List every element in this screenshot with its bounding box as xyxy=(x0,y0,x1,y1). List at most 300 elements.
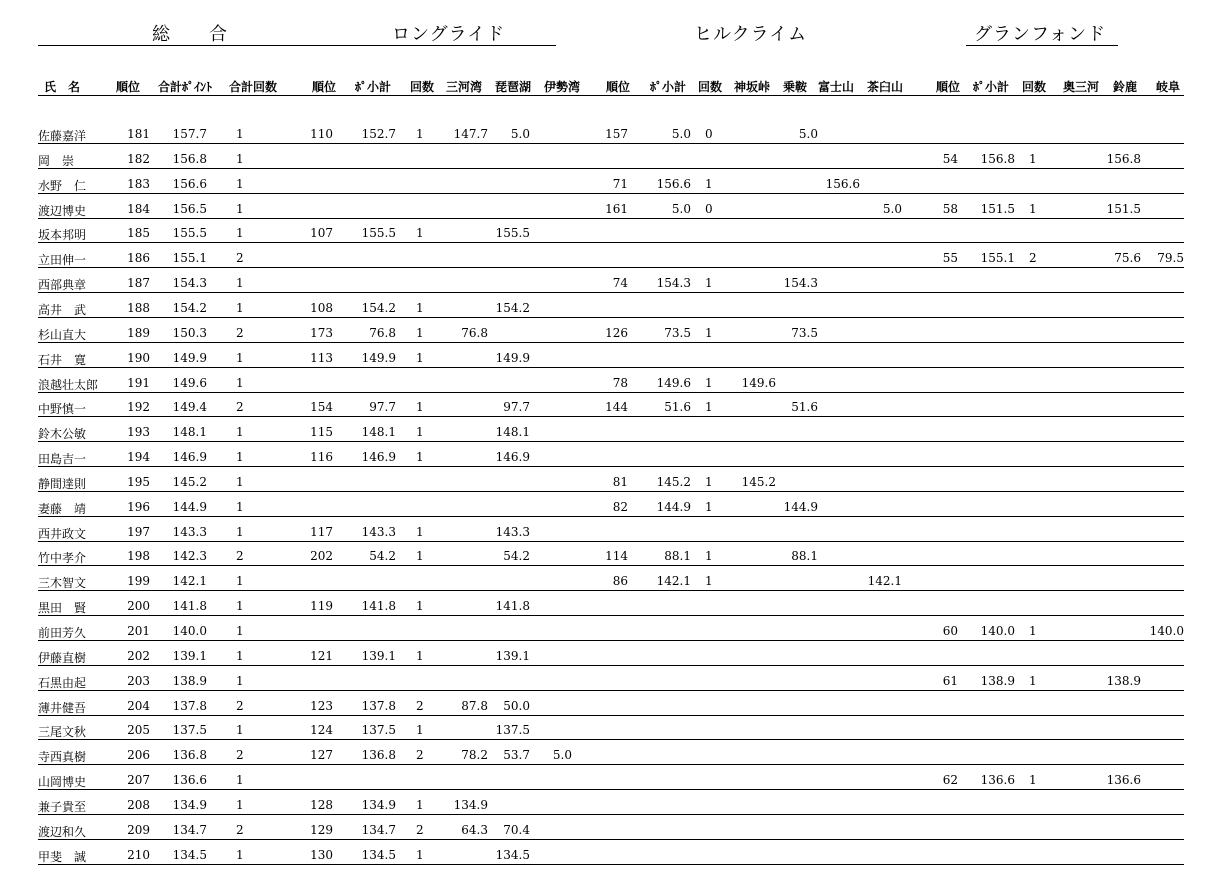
cell-lr-sub: 148.1 xyxy=(361,425,396,440)
cell-lr-cnt: 2 xyxy=(416,698,424,713)
table-row xyxy=(0,324,1218,349)
section-title-gran-fondo: グランフォンド xyxy=(974,24,1107,45)
header-lr-biwa: 琵琶湖 xyxy=(495,80,532,94)
cell-cnt: 1 xyxy=(236,673,244,688)
cell-hc-cnt: 1 xyxy=(705,474,713,489)
table-row xyxy=(0,647,1218,672)
cell-rank: 204 xyxy=(127,698,150,713)
row-rule xyxy=(38,541,1184,542)
cell-lr-rank: 117 xyxy=(310,524,333,539)
cell-lr-rank: 173 xyxy=(310,325,333,340)
cell-cnt: 1 xyxy=(236,524,244,539)
cell-lr-sub: 141.8 xyxy=(361,599,396,614)
cell-lr-cnt: 1 xyxy=(416,797,424,812)
cell-cnt: 1 xyxy=(236,648,244,663)
cell-gf-suzuka: 75.6 xyxy=(1114,251,1141,266)
cell-name: 西井政文 xyxy=(38,526,87,541)
cell-lr-biwa: 53.7 xyxy=(503,748,530,763)
cell-cnt: 2 xyxy=(236,325,244,340)
cell-rank: 193 xyxy=(127,425,150,440)
table-row xyxy=(0,622,1218,647)
row-rule xyxy=(38,839,1184,840)
cell-pts: 154.3 xyxy=(172,276,207,291)
cell-hc-sub: 73.5 xyxy=(664,325,691,340)
cell-name: 山岡博史 xyxy=(38,775,87,790)
cell-rank: 192 xyxy=(127,400,150,415)
cell-rank: 202 xyxy=(127,648,150,663)
cell-hc-kamisaka: 145.2 xyxy=(741,474,776,489)
cell-lr-biwa: 148.1 xyxy=(495,425,530,440)
header-lr-mikawa-bay: 三河湾 xyxy=(446,80,483,94)
cell-lr-rank: 154 xyxy=(310,400,333,415)
header-gf-okumikawa: 奥三河 xyxy=(1063,80,1100,94)
cell-cnt: 1 xyxy=(236,499,244,514)
row-rule xyxy=(38,466,1184,467)
cell-pts: 137.5 xyxy=(172,723,207,738)
cell-name: 前田芳久 xyxy=(38,626,87,640)
cell-hc-chausu: 142.1 xyxy=(867,574,902,589)
cell-lr-biwa: 137.5 xyxy=(495,723,530,738)
cell-rank: 201 xyxy=(127,624,150,638)
cell-cnt: 1 xyxy=(236,425,244,440)
cell-gf-rank: 62 xyxy=(942,773,958,788)
cell-rank: 184 xyxy=(127,201,150,216)
cell-lr-sub: 134.9 xyxy=(361,797,396,812)
cell-gf-suzuka: 138.9 xyxy=(1106,673,1141,688)
table-row xyxy=(0,249,1218,274)
cell-cnt: 1 xyxy=(236,226,244,241)
cell-lr-rank: 123 xyxy=(310,698,333,713)
table-row xyxy=(0,125,1218,150)
table-row xyxy=(0,274,1218,299)
cell-gf-sub: 156.8 xyxy=(980,151,1015,166)
cell-hc-cnt: 1 xyxy=(705,375,713,390)
row-rule xyxy=(38,864,1184,865)
row-rule xyxy=(38,615,1184,616)
header-total-points: 合計ﾎﾟｲﾝﾄ xyxy=(158,80,213,94)
cell-pts: 140.0 xyxy=(172,624,207,638)
cell-name: 高井 武 xyxy=(38,302,87,317)
cell-lr-biwa: 139.1 xyxy=(495,648,530,663)
section-title-long-ride: ロングライド xyxy=(392,24,506,45)
cell-hc-rank: 161 xyxy=(605,201,628,216)
cell-rank: 189 xyxy=(127,325,150,340)
cell-lr-biwa: 149.9 xyxy=(495,350,530,365)
cell-rank: 209 xyxy=(127,822,150,837)
table-row xyxy=(0,796,1218,821)
cell-lr-cnt: 1 xyxy=(416,350,424,365)
cell-lr-cnt: 1 xyxy=(416,549,424,564)
cell-cnt: 1 xyxy=(236,574,244,589)
cell-name: 鈴木公敏 xyxy=(38,427,87,442)
cell-lr-ise: 5.0 xyxy=(552,748,572,763)
cell-cnt: 1 xyxy=(236,276,244,291)
table-row xyxy=(0,746,1218,771)
cell-lr-cnt: 1 xyxy=(416,450,424,465)
cell-gf-rank: 60 xyxy=(942,624,958,638)
cell-hc-kamisaka: 149.6 xyxy=(741,375,776,390)
cell-name: 水野 仁 xyxy=(38,178,87,193)
header-lr-ise: 伊勢湾 xyxy=(544,80,581,94)
row-rule xyxy=(38,789,1184,790)
cell-cnt: 2 xyxy=(236,549,244,564)
row-rule xyxy=(38,242,1184,243)
cell-name: 佐藤嘉洋 xyxy=(38,129,87,143)
header-total-rank: 順位 xyxy=(116,80,141,94)
table-row xyxy=(0,224,1218,249)
cell-hc-norikura: 51.6 xyxy=(791,400,818,415)
cell-lr-mikawa: 78.2 xyxy=(461,748,488,763)
section-title-hill-climb: ヒルクライム xyxy=(694,24,808,45)
cell-rank: 183 xyxy=(127,176,150,191)
cell-hc-sub: 5.0 xyxy=(671,201,691,216)
cell-pts: 142.1 xyxy=(172,574,207,589)
cell-cnt: 1 xyxy=(236,151,244,166)
cell-pts: 155.1 xyxy=(172,251,207,266)
cell-rank: 205 xyxy=(127,723,150,738)
cell-gf-suzuka: 136.6 xyxy=(1106,773,1141,788)
row-rule xyxy=(38,193,1184,194)
cell-rank: 200 xyxy=(127,599,150,614)
cell-cnt: 1 xyxy=(236,474,244,489)
cell-lr-mikawa: 147.7 xyxy=(453,127,488,141)
cell-lr-sub: 143.3 xyxy=(361,524,396,539)
header-hc-subtotal: ﾎﾟ小計 xyxy=(650,80,687,94)
cell-pts: 137.8 xyxy=(172,698,207,713)
cell-hc-sub: 154.3 xyxy=(656,276,691,291)
cell-pts: 149.6 xyxy=(172,375,207,390)
table-row xyxy=(0,200,1218,225)
header-hc-fuji: 富士山 xyxy=(818,80,855,94)
cell-hc-sub: 88.1 xyxy=(664,549,691,564)
row-rule xyxy=(38,168,1184,169)
cell-lr-sub: 137.5 xyxy=(361,723,396,738)
header-hc-count: 回数 xyxy=(698,80,723,94)
cell-gf-cnt: 1 xyxy=(1029,151,1037,166)
cell-gf-sub: 151.5 xyxy=(980,201,1015,216)
cell-gf-rank: 54 xyxy=(942,151,958,166)
cell-gf-sub: 138.9 xyxy=(980,673,1015,688)
cell-pts: 146.9 xyxy=(172,450,207,465)
cell-pts: 136.6 xyxy=(172,773,207,788)
header-rule xyxy=(38,95,1184,96)
cell-lr-sub: 155.5 xyxy=(361,226,396,241)
cell-pts: 156.6 xyxy=(172,176,207,191)
header-gf-gifu: 岐阜 xyxy=(1156,80,1181,94)
cell-rank: 181 xyxy=(127,127,150,141)
row-rule xyxy=(38,565,1184,566)
row-rule xyxy=(38,764,1184,765)
cell-lr-rank: 107 xyxy=(310,226,333,241)
cell-cnt: 1 xyxy=(236,797,244,812)
cell-lr-sub: 149.9 xyxy=(361,350,396,365)
row-rule xyxy=(38,516,1184,517)
cell-pts: 144.9 xyxy=(172,499,207,514)
cell-hc-rank: 81 xyxy=(612,474,628,489)
cell-name: 杉山直大 xyxy=(38,327,87,342)
cell-lr-biwa: 134.5 xyxy=(495,847,530,862)
cell-name: 西部典章 xyxy=(38,278,87,293)
cell-lr-biwa: 54.2 xyxy=(503,549,530,564)
cell-rank: 196 xyxy=(127,499,150,514)
cell-hc-chausu: 5.0 xyxy=(882,201,902,216)
cell-rank: 208 xyxy=(127,797,150,812)
cell-cnt: 2 xyxy=(236,698,244,713)
cell-gf-suzuka: 156.8 xyxy=(1106,151,1141,166)
cell-gf-cnt: 1 xyxy=(1029,773,1037,788)
cell-cnt: 2 xyxy=(236,400,244,415)
cell-pts: 143.3 xyxy=(172,524,207,539)
row-rule xyxy=(38,267,1184,268)
cell-hc-sub: 5.0 xyxy=(671,127,691,141)
cell-pts: 145.2 xyxy=(172,474,207,489)
cell-lr-rank: 121 xyxy=(310,648,333,663)
table-row xyxy=(0,349,1218,374)
cell-name: 渡辺和久 xyxy=(38,824,87,839)
cell-hc-norikura: 5.0 xyxy=(798,127,818,141)
cell-gf-cnt: 1 xyxy=(1029,673,1037,688)
cell-rank: 210 xyxy=(127,847,150,862)
cell-lr-sub: 54.2 xyxy=(369,549,396,564)
row-rule xyxy=(38,441,1184,442)
row-rule xyxy=(38,690,1184,691)
cell-hc-cnt: 1 xyxy=(705,276,713,291)
cell-hc-sub: 156.6 xyxy=(656,176,691,191)
header-gf-rank: 順位 xyxy=(936,80,961,94)
cell-lr-cnt: 1 xyxy=(416,400,424,415)
table-row xyxy=(0,374,1218,399)
cell-lr-mikawa: 87.8 xyxy=(461,698,488,713)
cell-cnt: 1 xyxy=(236,176,244,191)
cell-hc-rank: 157 xyxy=(605,127,628,141)
cell-lr-cnt: 1 xyxy=(416,425,424,440)
cell-hc-cnt: 0 xyxy=(705,201,713,216)
table-row xyxy=(0,771,1218,796)
cell-hc-cnt: 1 xyxy=(705,549,713,564)
cell-hc-norikura: 154.3 xyxy=(783,276,818,291)
cell-gf-cnt: 2 xyxy=(1029,251,1037,266)
cell-lr-cnt: 2 xyxy=(416,822,424,837)
table-row xyxy=(0,547,1218,572)
cell-hc-cnt: 1 xyxy=(705,325,713,340)
header-hc-norikura: 乗鞍 xyxy=(783,80,808,94)
cell-lr-cnt: 1 xyxy=(416,226,424,241)
cell-lr-rank: 115 xyxy=(310,425,333,440)
cell-lr-sub: 146.9 xyxy=(361,450,396,465)
cell-rank: 186 xyxy=(127,251,150,266)
row-rule xyxy=(38,491,1184,492)
cell-rank: 199 xyxy=(127,574,150,589)
cell-rank: 195 xyxy=(127,474,150,489)
cell-cnt: 1 xyxy=(236,350,244,365)
cell-pts: 156.5 xyxy=(172,201,207,216)
row-rule xyxy=(38,416,1184,417)
cell-name: 妻藤 靖 xyxy=(38,501,87,516)
row-rule xyxy=(38,392,1184,393)
cell-rank: 206 xyxy=(127,748,150,763)
cell-lr-rank: 108 xyxy=(310,300,333,315)
cell-cnt: 1 xyxy=(236,127,244,141)
cell-lr-biwa: 5.0 xyxy=(510,127,530,141)
cell-rank: 191 xyxy=(127,375,150,390)
cell-cnt: 1 xyxy=(236,624,244,638)
cell-lr-sub: 139.1 xyxy=(361,648,396,663)
cell-pts: 150.3 xyxy=(172,325,207,340)
cell-hc-sub: 51.6 xyxy=(664,400,691,415)
cell-hc-rank: 144 xyxy=(605,400,628,415)
cell-pts: 149.9 xyxy=(172,350,207,365)
cell-name: 三木智文 xyxy=(38,576,87,591)
row-rule xyxy=(38,143,1184,144)
cell-name: 黒田 賢 xyxy=(38,601,87,616)
cell-cnt: 1 xyxy=(236,300,244,315)
table-row xyxy=(0,572,1218,597)
cell-hc-sub: 149.6 xyxy=(656,375,691,390)
cell-gf-rank: 55 xyxy=(942,251,958,266)
cell-pts: 154.2 xyxy=(172,300,207,315)
cell-lr-biwa: 143.3 xyxy=(495,524,530,539)
cell-lr-biwa: 141.8 xyxy=(495,599,530,614)
section-title-overall: 総 合 xyxy=(152,24,228,45)
cell-lr-rank: 129 xyxy=(310,822,333,837)
cell-hc-cnt: 1 xyxy=(705,574,713,589)
cell-pts: 139.1 xyxy=(172,648,207,663)
cell-lr-cnt: 1 xyxy=(416,524,424,539)
cell-lr-cnt: 2 xyxy=(416,748,424,763)
table-row xyxy=(0,846,1218,871)
row-rule xyxy=(38,665,1184,666)
row-rule xyxy=(38,218,1184,219)
row-rule xyxy=(38,715,1184,716)
cell-hc-fuji: 156.6 xyxy=(825,176,860,191)
cell-gf-cnt: 1 xyxy=(1029,624,1037,638)
table-row xyxy=(0,398,1218,423)
cell-name: 浪越壮太郎 xyxy=(38,377,99,392)
cell-name: 岡 崇 xyxy=(38,153,75,168)
cell-hc-rank: 82 xyxy=(612,499,628,514)
table-row xyxy=(0,299,1218,324)
cell-hc-norikura: 144.9 xyxy=(783,499,818,514)
header-lr-subtotal: ﾎﾟ小計 xyxy=(355,80,392,94)
cell-gf-sub: 136.6 xyxy=(980,773,1015,788)
cell-name: 甲斐 誠 xyxy=(38,849,87,864)
cell-lr-sub: 137.8 xyxy=(361,698,396,713)
cell-name: 石井 寛 xyxy=(38,352,87,367)
cell-rank: 190 xyxy=(127,350,150,365)
cell-name: 伊藤直樹 xyxy=(38,650,87,665)
cell-lr-cnt: 1 xyxy=(416,300,424,315)
cell-cnt: 2 xyxy=(236,748,244,763)
cell-lr-sub: 136.8 xyxy=(361,748,396,763)
cell-lr-cnt: 1 xyxy=(416,723,424,738)
cell-pts: 156.8 xyxy=(172,151,207,166)
cell-gf-gifu: 140.0 xyxy=(1149,624,1184,638)
cell-hc-rank: 86 xyxy=(612,574,628,589)
cell-pts: 141.8 xyxy=(172,599,207,614)
cell-cnt: 1 xyxy=(236,375,244,390)
cell-pts: 138.9 xyxy=(172,673,207,688)
cell-lr-biwa: 97.7 xyxy=(503,400,530,415)
header-lr-count: 回数 xyxy=(410,80,435,94)
cell-pts: 157.7 xyxy=(172,127,207,141)
cell-cnt: 2 xyxy=(236,822,244,837)
header-gf-subtotal: ﾎﾟ小計 xyxy=(973,80,1010,94)
cell-pts: 134.9 xyxy=(172,797,207,812)
cell-hc-cnt: 1 xyxy=(705,176,713,191)
cell-hc-norikura: 73.5 xyxy=(791,325,818,340)
table-row xyxy=(0,697,1218,722)
cell-hc-cnt: 1 xyxy=(705,400,713,415)
title-underline-left xyxy=(38,45,556,46)
cell-lr-cnt: 1 xyxy=(416,599,424,614)
header-lr-rank: 順位 xyxy=(312,80,337,94)
cell-name: 寺西真樹 xyxy=(38,750,87,765)
row-rule xyxy=(38,367,1184,368)
table-row xyxy=(0,498,1218,523)
header-hc-chausu: 茶臼山 xyxy=(867,80,904,94)
cell-rank: 182 xyxy=(127,151,150,166)
cell-gf-suzuka: 151.5 xyxy=(1106,201,1141,216)
cell-hc-rank: 126 xyxy=(605,325,628,340)
row-rule xyxy=(38,590,1184,591)
cell-hc-rank: 71 xyxy=(612,176,628,191)
cell-cnt: 2 xyxy=(236,251,244,266)
header-gf-suzuka: 鈴鹿 xyxy=(1113,80,1138,94)
row-rule xyxy=(38,292,1184,293)
cell-lr-cnt: 1 xyxy=(416,325,424,340)
cell-lr-cnt: 1 xyxy=(416,648,424,663)
cell-name: 田島吉一 xyxy=(38,452,87,467)
cell-lr-biwa: 155.5 xyxy=(495,226,530,241)
cell-gf-cnt: 1 xyxy=(1029,201,1037,216)
cell-name: 静間達則 xyxy=(38,476,87,491)
cell-lr-sub: 134.5 xyxy=(361,847,396,862)
cell-rank: 203 xyxy=(127,673,150,688)
cell-lr-rank: 202 xyxy=(310,549,333,564)
cell-gf-sub: 155.1 xyxy=(980,251,1015,266)
header-name: 氏 名 xyxy=(44,80,81,94)
header-total-count: 合計回数 xyxy=(229,80,278,94)
cell-name: 竹中孝介 xyxy=(38,551,87,566)
cell-lr-rank: 127 xyxy=(310,748,333,763)
cell-lr-rank: 119 xyxy=(310,599,333,614)
cell-name: 石黒由起 xyxy=(38,675,87,690)
cell-hc-sub: 142.1 xyxy=(656,574,691,589)
cell-rank: 197 xyxy=(127,524,150,539)
cell-hc-sub: 145.2 xyxy=(656,474,691,489)
cell-pts: 155.5 xyxy=(172,226,207,241)
table-row xyxy=(0,597,1218,622)
row-rule xyxy=(38,814,1184,815)
cell-lr-rank: 113 xyxy=(310,350,333,365)
cell-cnt: 1 xyxy=(236,450,244,465)
cell-hc-cnt: 0 xyxy=(705,127,713,141)
cell-lr-sub: 76.8 xyxy=(369,325,396,340)
table-row xyxy=(0,523,1218,548)
cell-gf-gifu: 79.5 xyxy=(1157,251,1184,266)
row-rule xyxy=(38,739,1184,740)
cell-lr-cnt: 1 xyxy=(416,127,424,141)
cell-pts: 149.4 xyxy=(172,400,207,415)
cell-gf-sub: 140.0 xyxy=(980,624,1015,638)
cell-hc-norikura: 88.1 xyxy=(791,549,818,564)
cell-hc-sub: 144.9 xyxy=(656,499,691,514)
cell-pts: 148.1 xyxy=(172,425,207,440)
cell-lr-rank: 128 xyxy=(310,797,333,812)
cell-rank: 188 xyxy=(127,300,150,315)
cell-cnt: 1 xyxy=(236,201,244,216)
cell-rank: 207 xyxy=(127,773,150,788)
